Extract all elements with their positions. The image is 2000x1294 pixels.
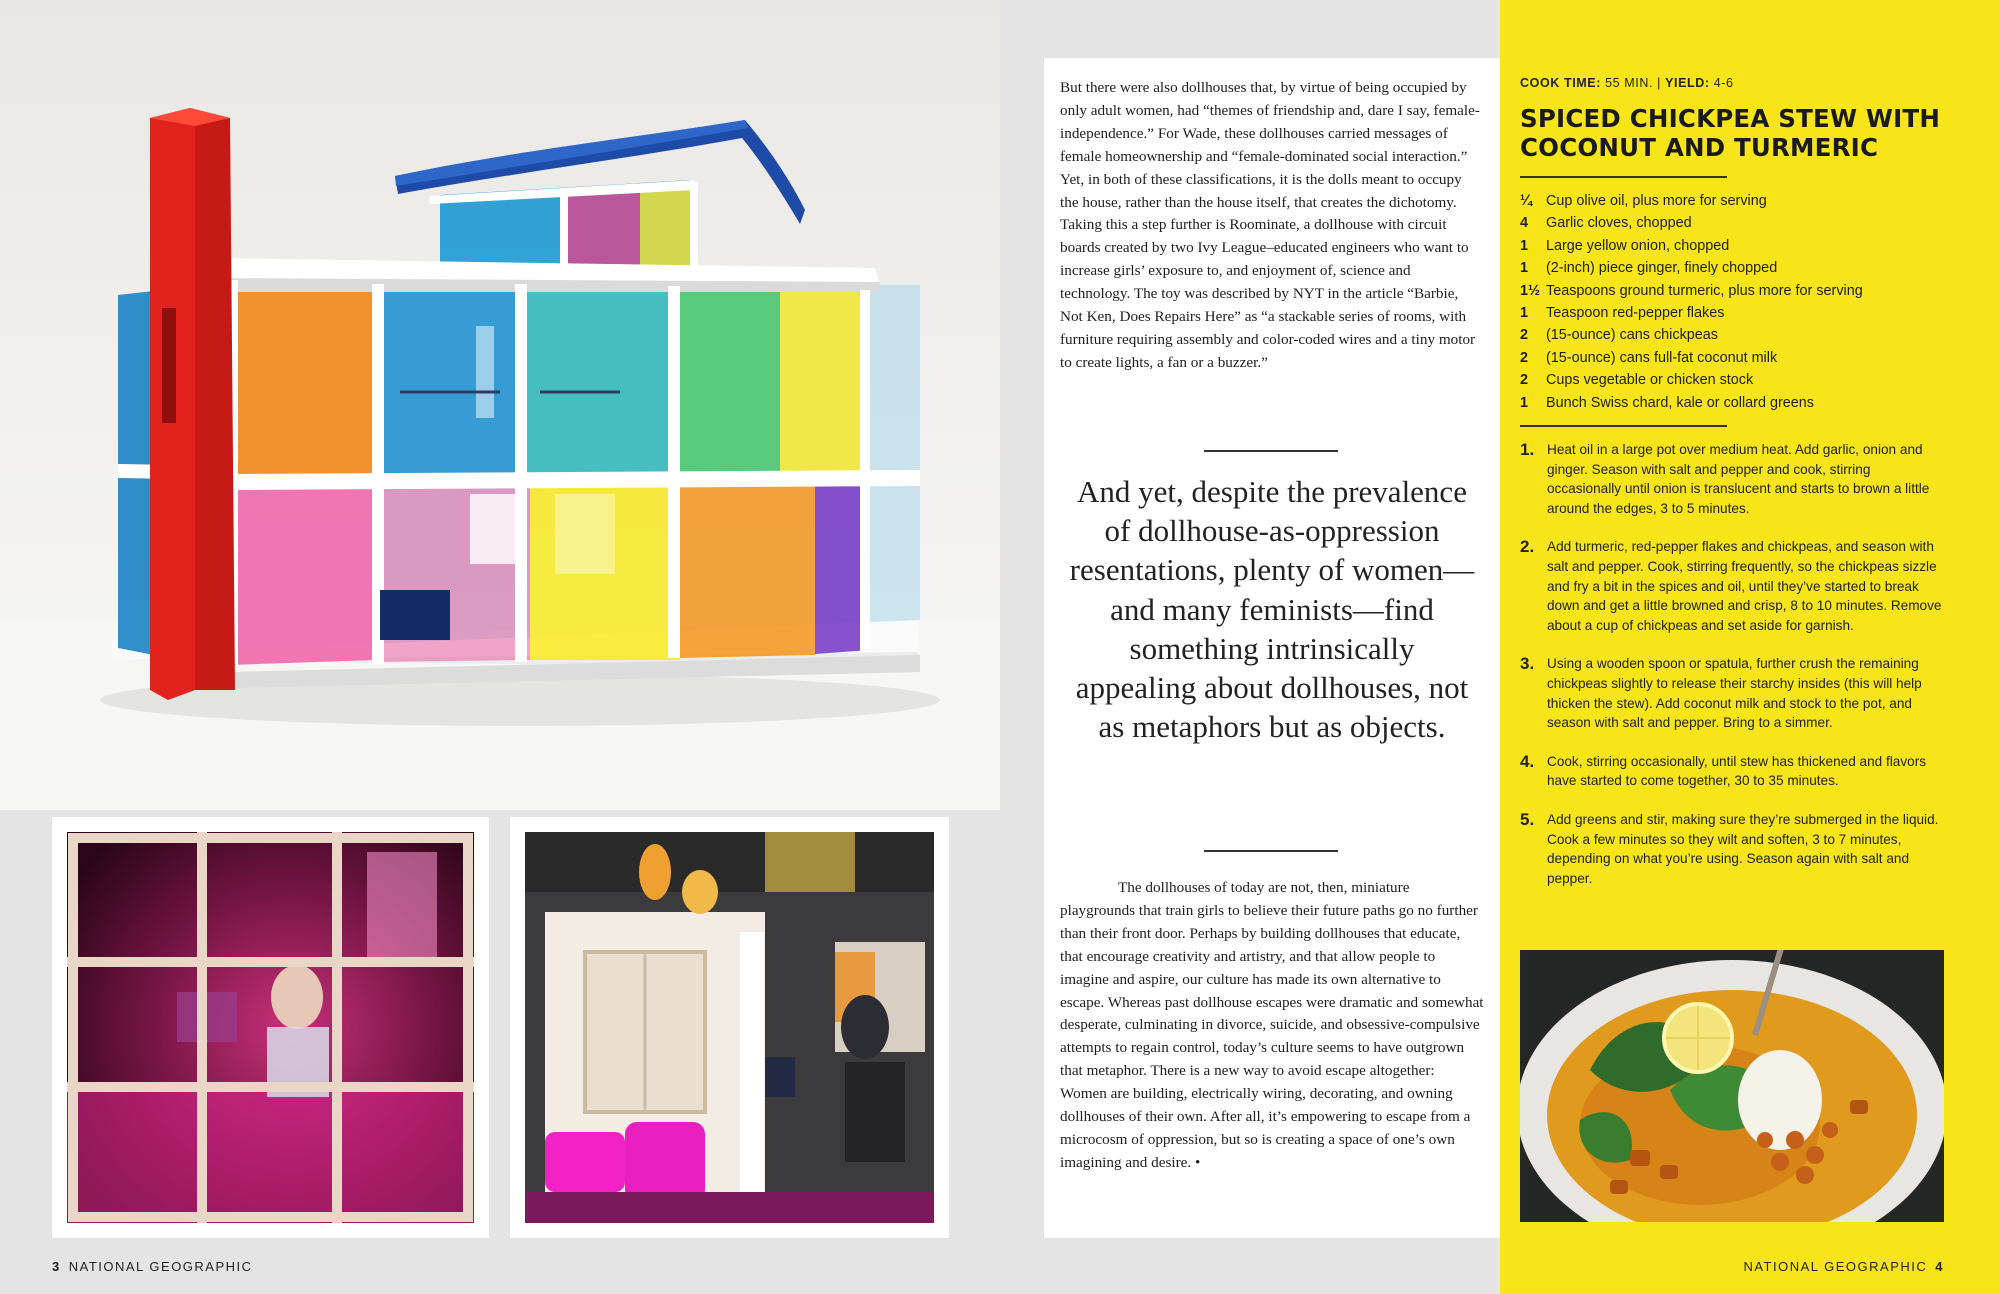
dollhouse-illustration (0, 0, 1000, 810)
ingredient-qty: 1 (1520, 305, 1529, 322)
ingredient-qty: 1 (1520, 237, 1529, 254)
article-paragraph-bottom: The dollhouses of today are not, then, miniature playgrounds that train girls to believe their future paths go no further than their front door. Perhaps by building dollhouses that educate, that encourage creativity and artistry, and that allow people to imagine and aspire, our culture has made its own alternative to escape. Whereas past dollhouse escapes were dramatic and somewhat desperate, culminating in divorce, suicide, and obsessive-compulsive attempts to regain control, today’s culture seems to have outgrown that metaphor. There is a new way to avoid escape altogether: Women are building, electrically wiring, decorating, and owning dollhouses of their own. After all, it’s empowering to escape from a microcosm of oppression, but so is creating a space of one’s own imagining and desire. • (1060, 879, 1484, 1171)
ingredient-item (1520, 190, 1960, 212)
pullquote-rule-top (1204, 450, 1338, 452)
ingredient-name: Cup olive oil, plus more for serving (1546, 193, 1767, 209)
step-text: Heat oil in a large pot over medium heat. Add garlic, onion and ginger. Season with salt and pepper and cook, stirring occasionally until onion is translucent and starts to brown a little around the edges, 3 to 5 minutes. (1547, 442, 1930, 516)
step-text: Cook, stirring occasionally, until stew has thickened and flavors have started to come together, 30 to 35 minutes. (1547, 753, 1927, 789)
recipe-step (1520, 752, 1946, 791)
cook-time-label: COOK TIME: (1520, 76, 1601, 90)
page-folio-left (52, 1259, 253, 1274)
ingredient-item (1520, 302, 1960, 324)
page-number: 4 (1935, 1259, 1944, 1274)
ingredient-name: Teaspoon red-pepper flakes (1546, 305, 1725, 322)
ingredient-name: Teaspoons ground turmeric, plus more for serving (1546, 282, 1863, 299)
step-number: 3. (1520, 654, 1535, 674)
stew-photo (1520, 950, 1944, 1222)
ingredient-qty: 1½ (1520, 282, 1541, 299)
ingredient-name: (15-ounce) cans full-fat coconut milk (1546, 349, 1778, 366)
ingredient-item (1520, 369, 1960, 391)
ingredient-name: Bunch Swiss chard, kale or collard greens (1546, 394, 1814, 411)
photo-dollhouse-room (510, 817, 949, 1238)
article-paragraph-top: But there were also dollhouses that, by virtue of being occupied by only adult women, had “themes of friendship and, dare I say, female-independence.” For Wade, these dollhouses carried messages of female homeownership and “female-dominated social interaction.” Yet, in both of these classifications, it is the dolls meant to occupy the house, rather than the house itself, that creates the dichotomy. Taking this a step further is Roominate, a dollhouse with circuit boards created by two Ivy League–educated engineers who want to increase girls’ exposure to, and enjoyment of, science and technology. The toy was described by NYT in the article “Barbie, Not Ken, Does Repairs Here” as “a stackable series of rooms, with furniture requiring assembly and color-coded wires and a tiny motor to create lights, a fan or a buzzer.” (1060, 79, 1480, 371)
step-text: Add greens and stir, making sure they’re submerged in the liquid. Cook a few minutes so they wilt and soften, 3 to 7 minutes, depending on what you’re using. Season again with salt and pepper. (1547, 811, 1939, 886)
ingredient-qty: ¼ (1520, 193, 1533, 209)
ingredient-qty: 2 (1520, 327, 1529, 344)
yield-value: 4-6 (1713, 76, 1734, 90)
ingredient-name: Cups vegetable or chicken stock (1546, 372, 1754, 389)
step-number: 4. (1520, 751, 1535, 771)
ingredient-item (1520, 324, 1960, 346)
article-column (1044, 58, 1500, 1238)
step-text: Using a wooden spoon or spatula, further crush the remaining chickpeas slightly to release their starchy insides (this will help thicken the stew). Add coconut milk and stock to the pot, and season with salt and pepper. Bring to a simmer. (1547, 656, 1922, 731)
recipe-rule-bottom (1520, 425, 1727, 427)
step-text: Add turmeric, red-pepper flakes and chickpeas, and season with salt and pepper. Cook, stirring frequently, so the chickpeas sizzle and fry a bit in the spices and oil, until they’ve started to break down and get a little browned and crisp, 8 to 10 minutes. Remove about a cup of chickpeas and set aside for garnish. (1547, 539, 1942, 633)
step-number: 2. (1520, 537, 1535, 557)
ingredient-name: (15-ounce) cans chickpeas (1546, 327, 1718, 344)
recipe-step (1520, 440, 1946, 518)
recipe-step (1520, 654, 1946, 732)
ingredient-item (1520, 235, 1960, 257)
photo-window-doll (52, 817, 489, 1238)
chickpea-stew-image (1520, 950, 1944, 1222)
ingredient-qty: 1 (1520, 260, 1529, 277)
pullquote: And yet, despite the prevalence of dollhouse-as-oppression resentations, plenty of women—and many feminists—find something intrinsically appealing about dollhouses, not as metaphors but as objects. (1069, 474, 1475, 745)
yield-label: YIELD: (1665, 76, 1710, 90)
magazine-name: NATIONAL GEOGRAPHIC (68, 1259, 253, 1274)
ingredient-item (1520, 392, 1960, 414)
ingredient-item (1520, 347, 1960, 369)
ingredient-item (1520, 280, 1960, 302)
ingredient-list (1520, 190, 1960, 414)
recipe-title: SPICED CHICKPEA STEW WITH COCONUT AND TURMERIC (1520, 104, 1941, 162)
page-number: 3 (52, 1259, 61, 1274)
recipe-step (1520, 537, 1946, 635)
step-list (1520, 440, 1946, 907)
ingredient-item (1520, 212, 1960, 234)
step-number: 1. (1520, 440, 1535, 459)
doll-window-image (67, 832, 474, 1223)
recipe-meta (1520, 76, 1734, 90)
ingredient-qty: 2 (1520, 349, 1529, 366)
recipe-rule-top (1520, 176, 1727, 178)
ingredient-qty: 2 (1520, 372, 1529, 389)
cook-time-value: 55 MIN. (1605, 76, 1654, 90)
meta-separator: | (1657, 76, 1661, 90)
ingredient-item (1520, 257, 1960, 279)
ingredient-qty: 4 (1520, 215, 1529, 232)
hero-dollhouse-photo (0, 0, 1000, 810)
pullquote-rule-bottom (1204, 850, 1338, 852)
ingredient-name: (2-inch) piece ginger, finely chopped (1546, 260, 1778, 277)
page-folio-right (1743, 1259, 1944, 1274)
magazine-name: NATIONAL GEOGRAPHIC (1743, 1259, 1928, 1274)
ingredient-qty: 1 (1520, 394, 1529, 411)
recipe-step (1520, 810, 1946, 888)
ingredient-name: Large yellow onion, chopped (1546, 237, 1730, 254)
step-number: 5. (1520, 809, 1535, 829)
dollhouse-room-image (525, 832, 934, 1223)
ingredient-name: Garlic cloves, chopped (1546, 215, 1692, 232)
